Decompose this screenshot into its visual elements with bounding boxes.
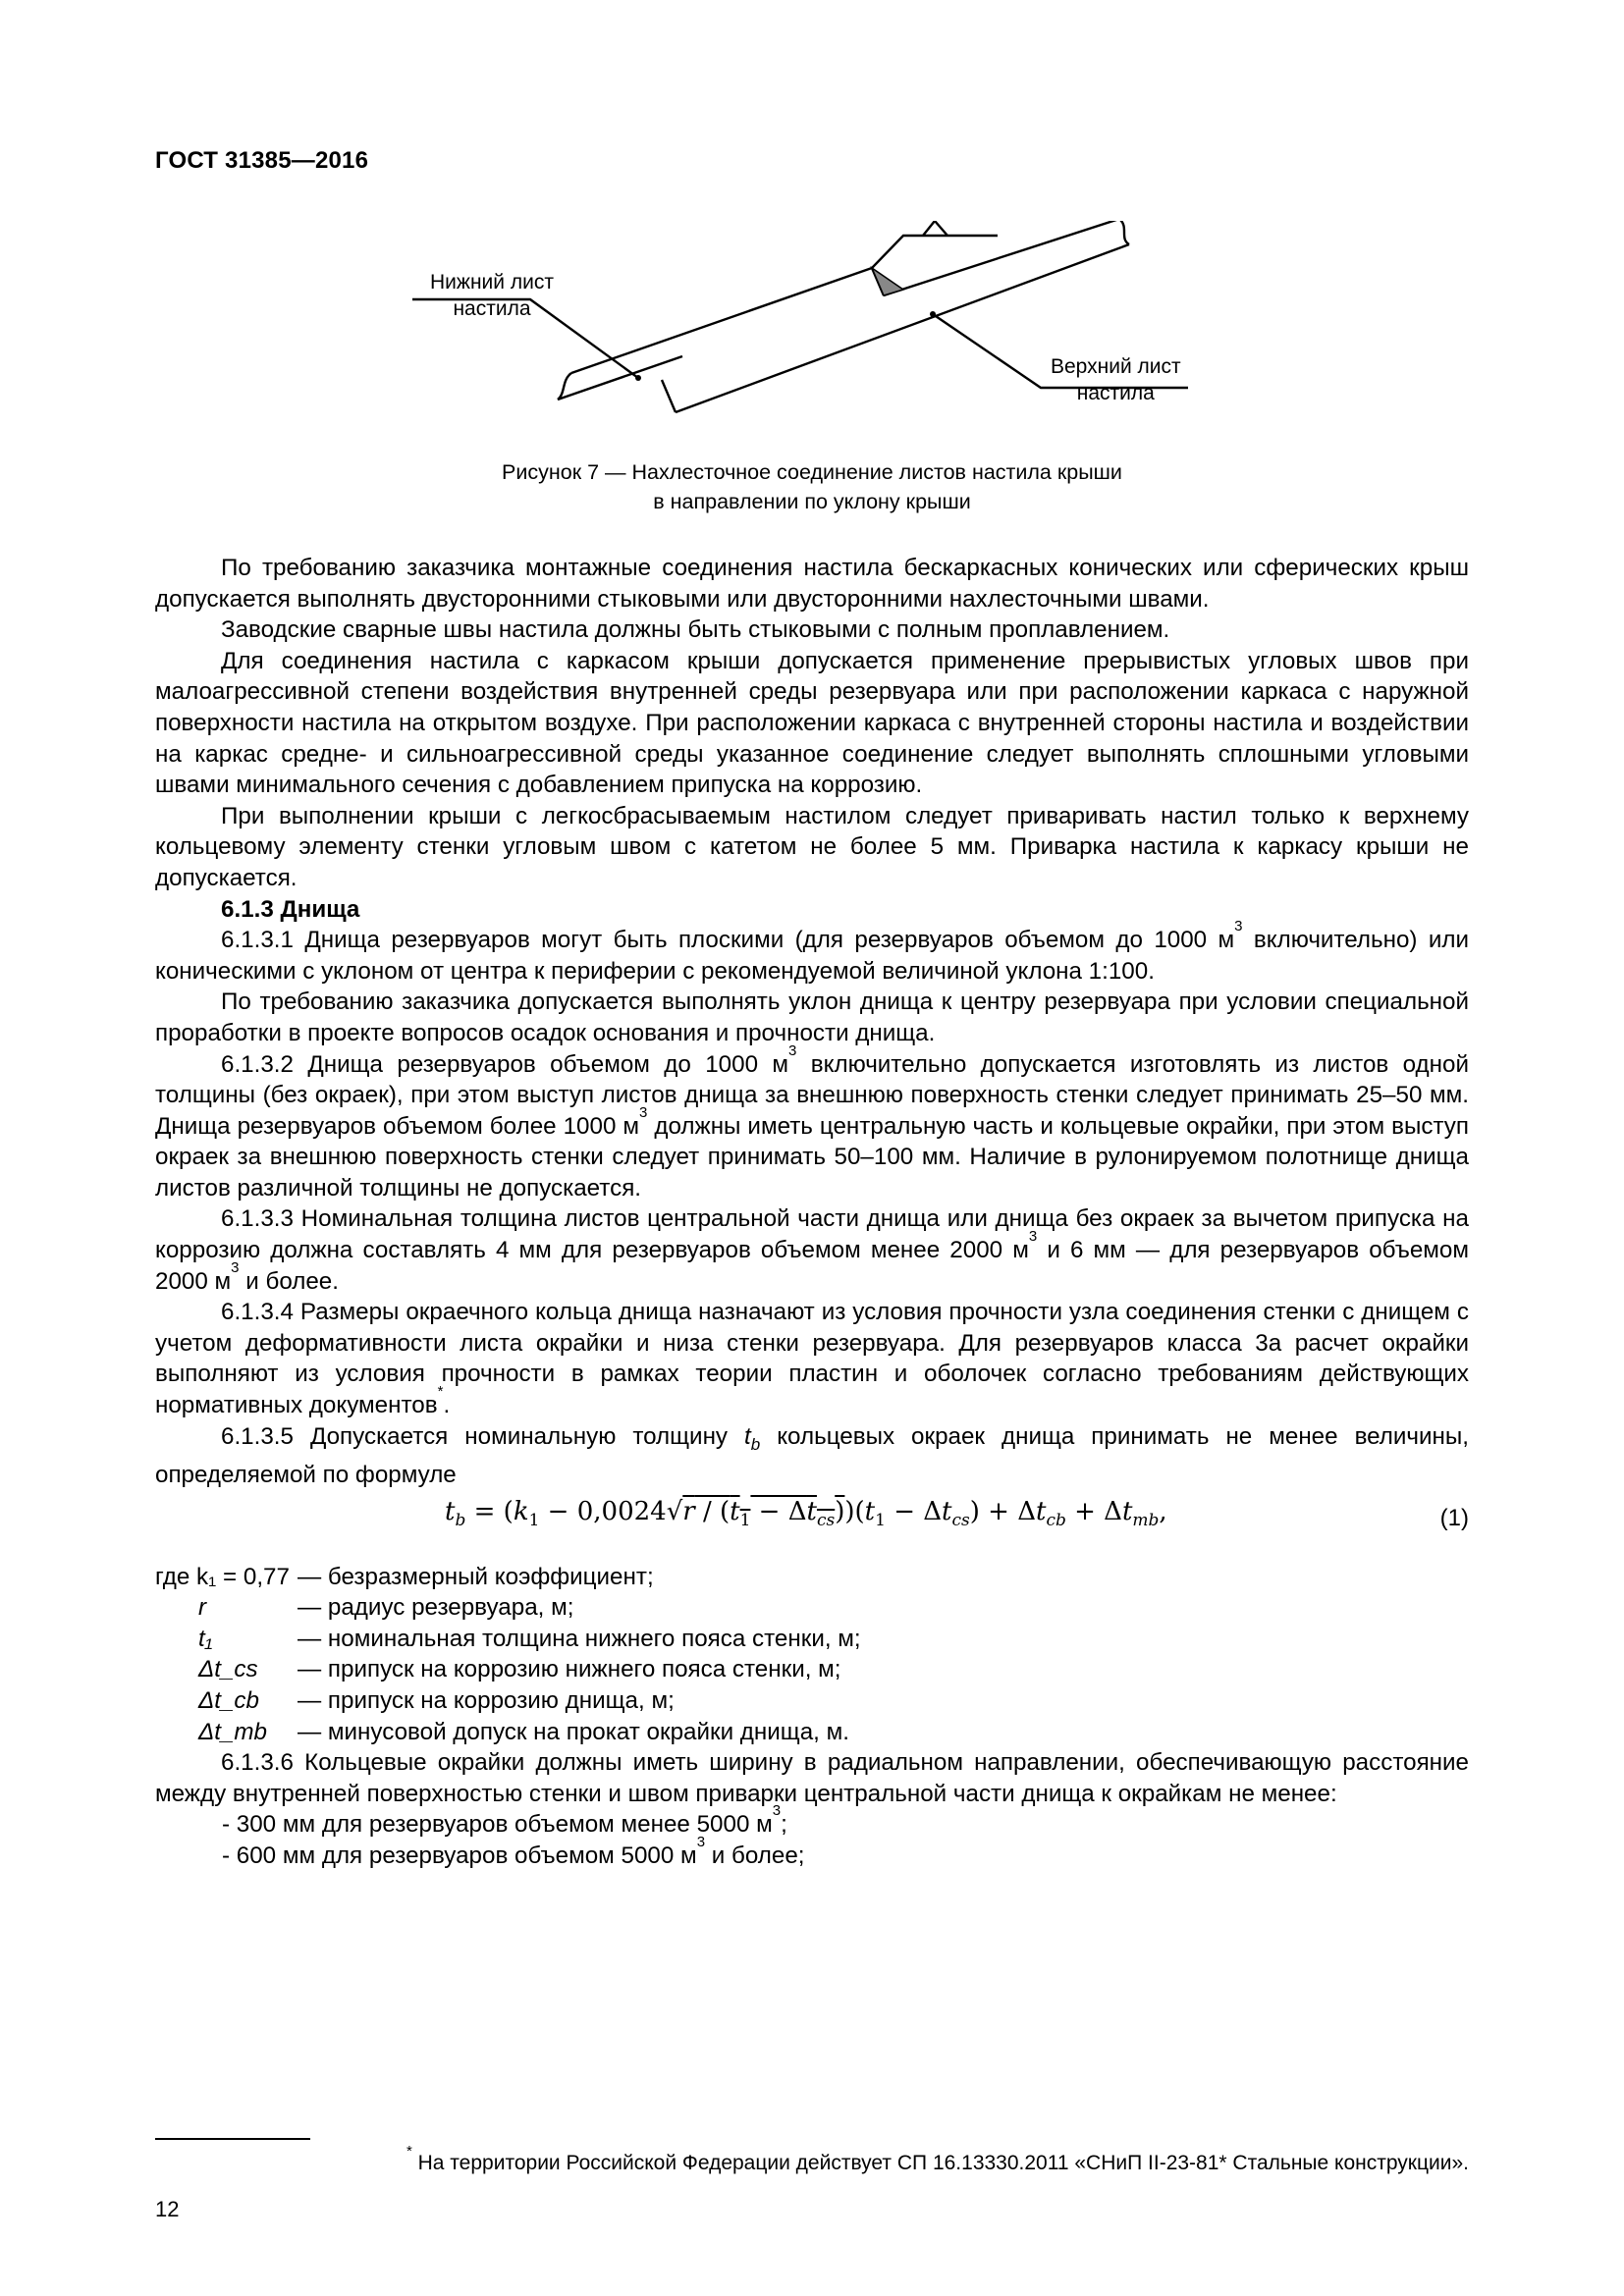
paragraph: 6.1.3.2 Днища резервуаров объемом до 1000 $м^3$ включительно допускается изготовлять из листов одной толщины (без окраек), при этом выступ листов днища за внешнюю поверхность стенки следует принимать 25–50 мм. Днища резервуаров объемом более 1000 $м^3$ должны иметь центральную часть и кольцевые окрайки, при этом выступ окраек за внешнюю поверхность стенки следует принимать 50–100 мм. Наличие в рулонируемом полотнище днища листов различной толщины не допускается.: [155, 1041, 1469, 1201]
formula-number: (1): [1439, 1504, 1469, 1531]
list-item: - 300 мм для резервуаров объемом менее 5000 $м^3$;: [222, 1802, 787, 1839]
definition-row: t₁ — номинальная толщина нижнего пояса стенки, м;: [198, 1625, 861, 1652]
paragraph: 6.1.3.1 Днища резервуаров могут быть плоскими (для резервуаров объемом до 1000 $м^3$ включительно) или коническими с уклоном от центра к периферии с рекомендуемой величиной уклона 1:100.: [155, 918, 1469, 985]
label-upper-sheet: Верхний лист настила: [1051, 355, 1181, 404]
formula-1: [155, 1497, 1469, 1556]
footnote-divider: [155, 2138, 310, 2140]
paragraph: Для соединения настила с каркасом крыши допускается применение прерывистых угловых швов при малоагрессивной степени воздействия внутренней среды резервуара или при расположении каркаса с наружной поверхности настила на открытом воздухе. При расположении каркаса с внутренней стороны настила и воздействии на каркас средне- и сильноагрессивной среды указанное соединение следует выполнять сплошными угловыми швами минимального сечения с добавлением припуска на коррозию.: [155, 647, 1469, 799]
definition-row: Δt_cs — припуск на коррозию нижнего пояса стенки, м;: [198, 1656, 841, 1683]
paragraph: 6.1.3.3 Номинальная толщина листов центральной части днища или днища без окраек за вычетом припуска на коррозию должна составлять 4 мм для резервуаров объемом менее 2000 $м^3$ и 6 мм — для резервуаров объемом 2000 $м^3$ и более.: [155, 1205, 1469, 1295]
list-item: - 600 мм для резервуаров объемом 5000 $м^3$ и более;: [222, 1833, 805, 1869]
figure-caption: Рисунок 7 — Нахлесточное соединение листов настила крыши в направлении по уклону крыши: [502, 460, 1122, 513]
paragraph: По требованию заказчика допускается выполнять уклон днища к центру резервуара при условии специальной проработки в проекте вопросов осадок основания и прочности днища.: [155, 988, 1469, 1046]
page-number: 12: [155, 2197, 180, 2221]
definition-row: где k₁ = 0,77 — безразмерный коэффициент;: [155, 1563, 654, 1590]
definition-row: Δt_cb — припуск на коррозию днища, м;: [198, 1687, 675, 1715]
paragraph: Заводские сварные швы настила должны быть стыковыми с полным проплавлением.: [221, 616, 1170, 644]
upper-sheet-outline: [884, 221, 1119, 295]
figure-lap-joint-diagram: [412, 221, 1218, 447]
paragraph: При выполнении крыши с легкосбрасываемым настилом следует приваривать настил только к верхнему кольцевому элементу стенки угловым швом с катетом не более 5 мм. Приварка настила к каркасу крыши не допускается.: [155, 802, 1469, 891]
body-text: [155, 553, 1469, 1872]
section-heading: 6.1.3 Днища: [221, 895, 360, 923]
paragraph: 6.1.3.4 Размеры окраечного кольца днища назначают из условия прочности узла соединения стенки с днищем с учетом деформативности листа окрайки и низа стенки резервуара. Для резервуаров класса 3а расчет окрайки выполняют из условия прочности в рамках теории пластин и оболочек согласно требованиям действующих нормативных документов*.: [155, 1299, 1469, 1419]
footnote: * На территории Российской Федерации действует СП 16.13330.2011 «СНиП II-23-81* Стальные конструкции».: [406, 2143, 1469, 2174]
formula-expression: $t_b = (k_1 - 0,0024√r / (t_1 - \Delta t_{cs}))(t_1 - \Delta t_{cs}) + \Delta t_{cb} + \Delta t_{mb}$,: [445, 1496, 1167, 1530]
definitions-list: [155, 1562, 1469, 1748]
definition-row: Δt_mb — минусовой допуск на прокат окрайки днища, м.: [198, 1718, 849, 1745]
document-header: ГОСТ 31385—2016: [155, 147, 369, 174]
paragraph: 6.1.3.6 Кольцевые окрайки должны иметь ширину в радиальном направлении, обеспечивающую расстояние между внутренней поверхностью стенки и швом приварки центральной части днища к окрайкам не менее:: [155, 1749, 1469, 1807]
paragraph: 6.1.3.5 Допускается номинальную толщину $t_b$ кольцевых окраек днища принимать не менее величины, определяемой по формуле: [155, 1422, 1469, 1489]
paragraph: По требованию заказчика монтажные соединения настила бескаркасных конических или сферических крыш допускается выполнять двусторонними стыковыми или двусторонними нахлесточными швами.: [155, 555, 1469, 613]
definition-row: r — радиус резервуара, м;: [198, 1594, 574, 1622]
label-lower-sheet: Нижний лист настила: [430, 271, 554, 320]
